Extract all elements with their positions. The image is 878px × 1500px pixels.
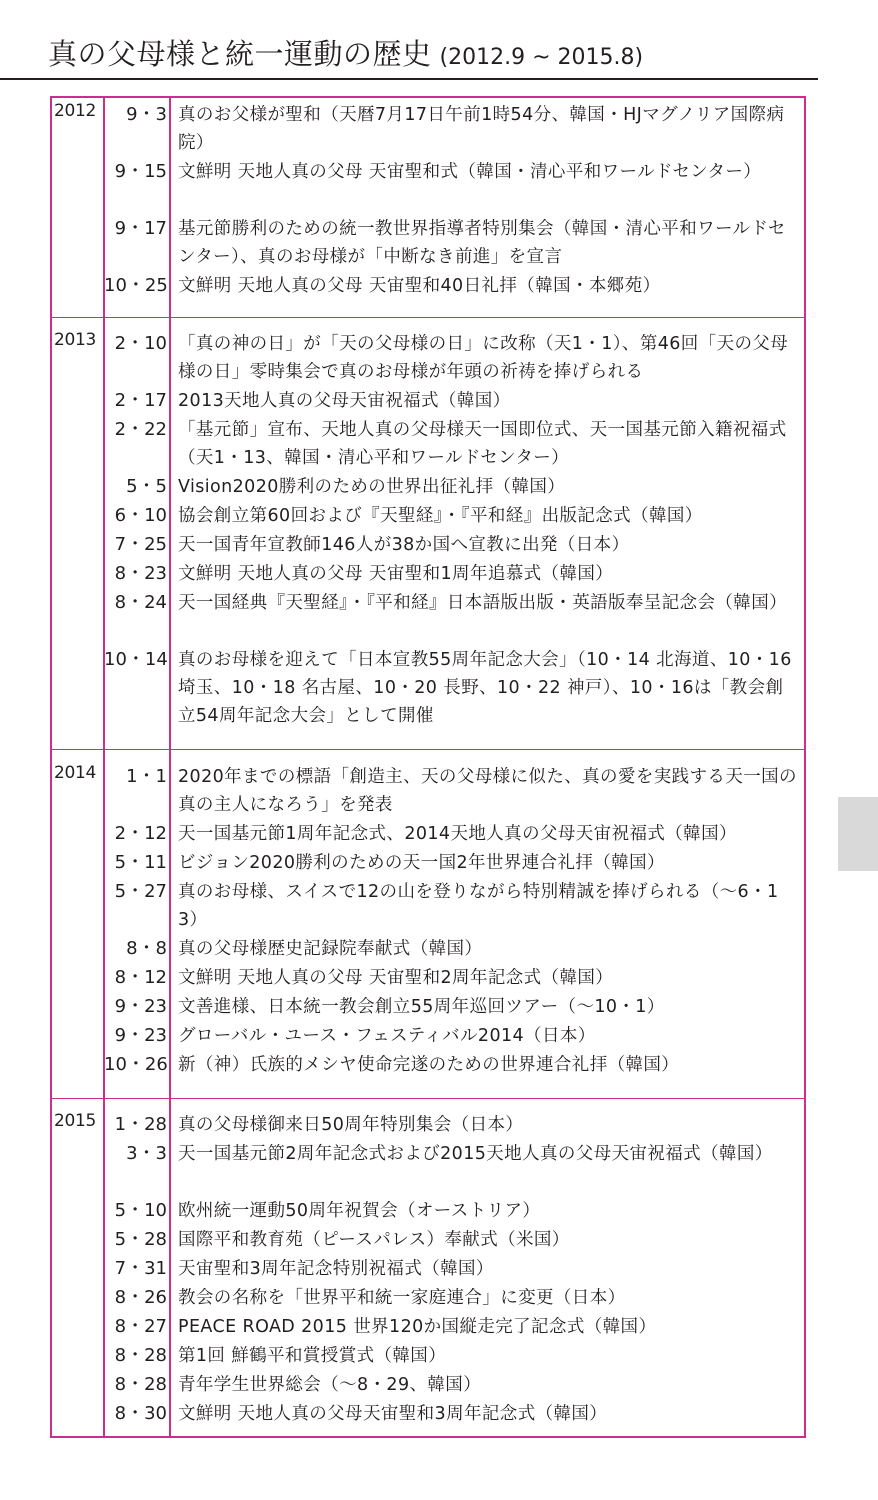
timeline-entry — [52, 531, 804, 560]
entry-text: 文鮮明 天地人真の父母 天宙聖和40日礼拝（韓国・本郷苑） — [178, 276, 661, 296]
entry-date: 9・15 — [114, 161, 167, 182]
entry-date: 3・3 — [126, 1143, 167, 1164]
entry-date: 10・25 — [104, 275, 168, 296]
year-section-2015 — [52, 1098, 804, 1439]
timeline-entry — [52, 215, 804, 272]
entry-date: 9・17 — [114, 218, 167, 239]
timeline-entry — [52, 101, 804, 158]
timeline-entry — [52, 502, 804, 531]
entry-text: グローバル・ユース・フェスティバル2014（日本） — [178, 1026, 596, 1046]
entry-text: 真の父母様御来日50周年特別集会（日本） — [178, 1115, 524, 1135]
entry-date: 8・24 — [114, 592, 167, 613]
entry-text: 協会創立第60回および『天聖経』・『平和経』出版記念式（韓国） — [178, 506, 703, 526]
timeline-entry — [52, 1140, 804, 1197]
entry-date: 8・8 — [126, 938, 167, 959]
timeline-entry — [52, 878, 804, 935]
entry-date: 8・23 — [114, 563, 167, 584]
entry-text: 基元節勝利のための統一教世界指導者特別集会（韓国・清心平和ワールドセンター）、真のお母様が「中断なき前進」を宣言 — [178, 219, 786, 267]
entry-text: 文鮮明 天地人真の父母 天宙聖和2周年記念式（韓国） — [178, 968, 614, 988]
entry-date: 5・27 — [114, 881, 167, 902]
timeline-entry — [52, 560, 804, 589]
entry-text: 天一国基元節1周年記念式、2014天地人真の父母天宙祝福式（韓国） — [178, 824, 737, 844]
entry-text: 天一国青年宣教師146人が38か国へ宣教に出発（日本） — [178, 535, 630, 555]
entry-text: 天一国基元節2周年記念式および2015天地人真の父母天宙祝福式（韓国） — [178, 1144, 773, 1164]
entry-text: 青年学生世界総会（〜8・29、韓国） — [178, 1375, 482, 1395]
entry-date: 7・31 — [114, 1258, 167, 1279]
timeline-entry — [52, 763, 804, 820]
entry-date: 8・28 — [114, 1345, 167, 1366]
entry-date: 2・22 — [114, 419, 167, 440]
entry-text: PEACE ROAD 2015 世界120か国縦走完了記念式（韓国） — [178, 1317, 657, 1337]
entry-text: 真のお母様を迎えて「日本宣教55周年記念大会」（10・14 北海道、10・16 埼玉、10・18 名古屋、10・20 長野、10・22 神戸）、10・16は「教会創立54周年記念大会」として開催 — [178, 650, 792, 726]
entry-text: 教会の名称を「世界平和統一家庭連合」に変更（日本） — [178, 1288, 626, 1308]
timeline-entry — [52, 387, 804, 416]
entry-text: 第1回 鮮鶴平和賞授賞式（韓国） — [178, 1346, 447, 1366]
entry-date: 6・10 — [114, 505, 167, 526]
timeline-entry — [52, 935, 804, 964]
entry-date: 5・10 — [114, 1200, 167, 1221]
entry-text: 真のお母様、スイスで12の山を登りながら特別精誠を捧げられる（〜6・13） — [178, 882, 779, 930]
entry-text: 2013天地人真の父母天宙祝福式（韓国） — [178, 391, 511, 411]
year-label: 2015 — [54, 1111, 97, 1131]
year-section-2013 — [52, 317, 804, 750]
title-period: (2012.9 ~ 2015.8) — [439, 45, 644, 70]
timeline-table — [50, 96, 806, 1438]
title-underline — [0, 78, 818, 80]
timeline-entry — [52, 646, 804, 731]
timeline-entry — [52, 1400, 804, 1429]
timeline-entry — [52, 272, 804, 301]
timeline-entry — [52, 820, 804, 849]
entry-date: 5・5 — [126, 476, 167, 497]
entry-date: 8・12 — [114, 967, 167, 988]
year-label: 2014 — [54, 763, 97, 783]
entry-date: 7・25 — [114, 534, 167, 555]
entry-text: 文善進様、日本統一教会創立55周年巡回ツアー（〜10・1） — [178, 997, 665, 1017]
entry-text: ビジョン2020勝利のための天一国2年世界連合礼拝（韓国） — [178, 853, 665, 873]
year-label: 2012 — [54, 101, 97, 121]
timeline-entry — [52, 1313, 804, 1342]
entry-text: 「基元節」宣布、天地人真の父母様天一国即位式、天一国基元節入籍祝福式（天1・13、韓国・清心平和ワールドセンター） — [178, 420, 787, 468]
timeline-entry — [52, 1255, 804, 1284]
title-main: 真の父母様と統一運動の歴史 — [48, 37, 432, 71]
entry-date: 8・26 — [114, 1287, 167, 1308]
entry-date: 2・10 — [114, 333, 167, 354]
entry-date: 9・23 — [114, 1025, 167, 1046]
year-label: 2013 — [54, 330, 97, 350]
entry-date: 2・12 — [114, 823, 167, 844]
timeline-entry — [52, 1111, 804, 1140]
entry-text: Vision2020勝利のための世界出征礼拝（韓国） — [178, 477, 566, 497]
entry-date: 8・27 — [114, 1316, 167, 1337]
entry-text: 文鮮明 天地人真の父母天宙聖和3周年記念式（韓国） — [178, 1404, 608, 1424]
entry-text: 文鮮明 天地人真の父母 天宙聖和1周年追慕式（韓国） — [178, 564, 614, 584]
timeline-entry — [52, 1226, 804, 1255]
timeline-entry — [52, 473, 804, 502]
year-section-2014 — [52, 749, 804, 1099]
entry-date: 1・1 — [126, 766, 167, 787]
entry-date: 1・28 — [114, 1114, 167, 1135]
page-edge-tab — [838, 797, 878, 871]
entry-text: 天宙聖和3周年記念特別祝福式（韓国） — [178, 1259, 494, 1279]
year-section-2012 — [52, 98, 804, 317]
entry-date: 9・3 — [126, 104, 167, 125]
timeline-entry — [52, 1022, 804, 1051]
timeline-entry — [52, 589, 804, 646]
entry-text: 「真の神の日」が「天の父母様の日」に改称（天1・1）、第46回「天の父母様の日」零時集会で真のお母様が年頭の祈祷を捧げられる — [178, 334, 789, 382]
page-title — [48, 32, 643, 73]
entry-text: 真の父母様歴史記録院奉献式（韓国） — [178, 939, 483, 959]
timeline-entry — [52, 1197, 804, 1226]
entry-date: 8・30 — [114, 1403, 167, 1424]
entry-text: 国際平和教育苑（ピースパレス）奉献式（米国） — [178, 1230, 570, 1250]
entry-text: 欧州統一運動50周年祝賀会（オーストリア） — [178, 1201, 541, 1221]
timeline-entry — [52, 993, 804, 1022]
timeline-entry — [52, 330, 804, 387]
timeline-entry — [52, 964, 804, 993]
timeline-entry — [52, 1342, 804, 1371]
entry-date: 5・28 — [114, 1229, 167, 1250]
entry-date: 10・26 — [104, 1054, 168, 1075]
entry-text: 真のお父様が聖和（天暦7月17日午前1時54分、韓国・HJマグノリア国際病院） — [178, 105, 785, 153]
timeline-entry — [52, 1051, 804, 1080]
timeline-entry — [52, 849, 804, 878]
entry-date: 9・23 — [114, 996, 167, 1017]
timeline-entry — [52, 1284, 804, 1313]
entry-text: 新（神）氏族的メシヤ使命完遂のための世界連合礼拝（韓国） — [178, 1055, 680, 1075]
entry-date: 10・14 — [104, 649, 168, 670]
entry-date: 5・11 — [114, 852, 167, 873]
timeline-entry — [52, 416, 804, 473]
entry-date: 2・17 — [114, 390, 167, 411]
timeline-entry — [52, 158, 804, 215]
entry-text: 文鮮明 天地人真の父母 天宙聖和式（韓国・清心平和ワールドセンター） — [178, 162, 762, 182]
entry-text: 天一国経典『天聖経』・『平和経』日本語版出版・英語版奉呈記念会（韓国） — [178, 593, 787, 613]
timeline-entry — [52, 1371, 804, 1400]
entry-text: 2020年までの標語「創造主、天の父母様に似た、真の愛を実践する天一国の真の主人になろう」を発表 — [178, 767, 797, 815]
entry-date: 8・28 — [114, 1374, 167, 1395]
